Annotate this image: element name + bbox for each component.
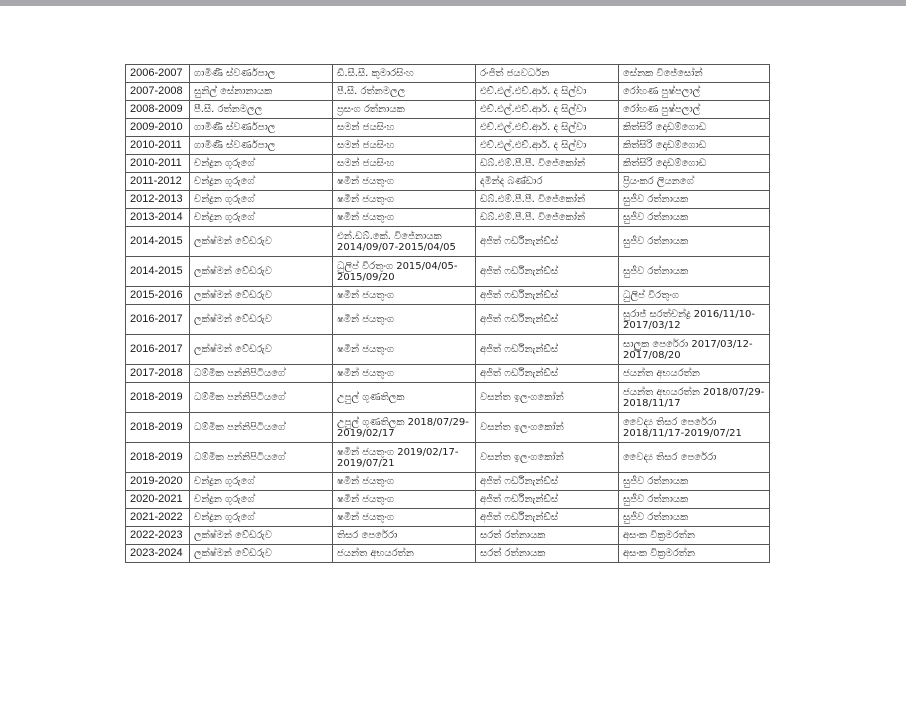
column-3-cell: ෂමීන් ජයතුංග <box>333 509 476 527</box>
column-4-cell: දමින්ද බණ්ඩාර <box>476 173 619 191</box>
column-3-cell: එන්.ඩබ්.කේ. විජේනායක 2014/09/07-2015/04/05 <box>333 227 476 257</box>
year-cell: 2018-2019 <box>126 443 190 473</box>
table-row <box>126 83 770 101</box>
records-table-body <box>126 65 770 563</box>
column-5-cell: ධුලිප් වීරතුංග <box>619 287 770 305</box>
column-4-cell: එච්.එල්.එච්.ආර්. ද සිල්වා <box>476 101 619 119</box>
year-cell: 2022-2023 <box>126 527 190 545</box>
column-3-cell: ෂමීන් ජයතුංග <box>333 287 476 305</box>
column-2-cell: චන්ද්‍රන ගුරුගේ <box>190 173 333 191</box>
column-2-cell: ධම්මික පන්නිපිටියගේ <box>190 365 333 383</box>
column-2-cell: චන්ද්‍රන ගුරුගේ <box>190 209 333 227</box>
column-2-cell: ලක්ෂ්මන් වේඩරුව <box>190 227 333 257</box>
column-3-cell: ධුලිප් වීරතුංග 2015/04/05-2015/09/20 <box>333 257 476 287</box>
records-table <box>125 64 770 563</box>
column-2-cell: ලක්ෂ්මන් වේඩරුව <box>190 335 333 365</box>
column-4-cell: රංජිත් ජයවර්ධන <box>476 65 619 83</box>
table-row <box>126 509 770 527</box>
column-3-cell: උපුල් ගුණතිලක 2018/07/29-2019/02/17 <box>333 413 476 443</box>
column-5-cell: කිත්සිරි දොඩම්ගොඩ <box>619 119 770 137</box>
column-4-cell: අජිත් ෆර්ඩිනැන්ඩ්ස් <box>476 305 619 335</box>
column-4-cell: වසන්ත ඉලංගකෝන් <box>476 383 619 413</box>
column-3-cell: පී.සී. රත්නමලල <box>333 83 476 101</box>
table-row <box>126 173 770 191</box>
column-2-cell: ධම්මික පන්නිපිටියගේ <box>190 443 333 473</box>
column-2-cell: ලක්ෂ්මන් වේඩරුව <box>190 527 333 545</box>
column-3-cell: ප්‍රසංග රත්නායක <box>333 101 476 119</box>
year-cell: 2008-2009 <box>126 101 190 119</box>
column-3-cell: සමන් ජයසිංහ <box>333 155 476 173</box>
column-3-cell: උපුල් ගුණතිලක <box>333 383 476 413</box>
column-5-cell: කිත්සිරි දොඩම්ගොඩ <box>619 155 770 173</box>
column-4-cell: අජිත් ෆර්ඩිනැන්ඩ්ස් <box>476 335 619 365</box>
column-4-cell: ඩබ්.එම්.පී.පී. විජේකෝන් <box>476 155 619 173</box>
table-row <box>126 209 770 227</box>
year-cell: 2010-2011 <box>126 137 190 155</box>
column-5-cell: අසංක වික්‍රමරත්න <box>619 545 770 563</box>
column-5-cell: සේනක විජේසෝන් <box>619 65 770 83</box>
column-4-cell: ඩබ්.එම්.පී.පී. විජේකෝන් <box>476 191 619 209</box>
table-row <box>126 413 770 443</box>
column-5-cell: සුරාජ් සරත්චන්ද්‍ර 2016/11/10-2017/03/12 <box>619 305 770 335</box>
column-4-cell: අජිත් ෆර්ඩිනැන්ඩ්ස් <box>476 227 619 257</box>
year-cell: 2013-2014 <box>126 209 190 227</box>
year-cell: 2011-2012 <box>126 173 190 191</box>
column-2-cell: චන්ද්‍රන ගුරුගේ <box>190 191 333 209</box>
year-cell: 2010-2011 <box>126 155 190 173</box>
table-row <box>126 365 770 383</box>
column-3-cell: ෂමීන් ජයතුංග <box>333 473 476 491</box>
year-cell: 2020-2021 <box>126 491 190 509</box>
column-5-cell: වෛද්‍ය තිසර පෙරේරා 2018/11/17-2019/07/21 <box>619 413 770 443</box>
column-4-cell: අජිත් ෆර්ඩිනැන්ඩ්ස් <box>476 365 619 383</box>
column-5-cell: වෛද්‍ය තිසර පෙරේරා <box>619 443 770 473</box>
table-row <box>126 491 770 509</box>
column-5-cell: සාලුක පෙරේරා 2017/03/12-2017/08/20 <box>619 335 770 365</box>
column-2-cell: සුනිල් සේනානායක <box>190 83 333 101</box>
year-cell: 2014-2015 <box>126 227 190 257</box>
column-4-cell: එච්.එල්.එච්.ආර්. ද සිල්වා <box>476 119 619 137</box>
column-5-cell: සුජීව රත්නායක <box>619 473 770 491</box>
table-row <box>126 473 770 491</box>
column-2-cell: චන්ද්‍රන ගුරුගේ <box>190 473 333 491</box>
column-5-cell: රෝහණ පුෂ්පලාල් <box>619 101 770 119</box>
column-4-cell: වසන්ත ඉලංගකෝන් <box>476 443 619 473</box>
year-cell: 2019-2020 <box>126 473 190 491</box>
table-row <box>126 527 770 545</box>
column-2-cell: චන්ද්‍රන ගුරුගේ <box>190 491 333 509</box>
column-4-cell: වසන්ත ඉලංගකෝන් <box>476 413 619 443</box>
table-row <box>126 227 770 257</box>
table-row <box>126 443 770 473</box>
table-row <box>126 191 770 209</box>
column-4-cell: සරත් රත්නායක <box>476 545 619 563</box>
column-3-cell: ෂමීන් ජයතුංග <box>333 335 476 365</box>
year-cell: 2018-2019 <box>126 383 190 413</box>
column-3-cell: ෂමීන් ජයතුංග <box>333 365 476 383</box>
column-3-cell: ෂමීන් ජයතුංග <box>333 305 476 335</box>
table-row <box>126 155 770 173</box>
column-5-cell: ජයන්ත අභයරත්න 2018/07/29-2018/11/17 <box>619 383 770 413</box>
column-3-cell: ෂමීන් ජයතුංග <box>333 191 476 209</box>
column-2-cell: ලක්ෂ්මන් වේඩරුව <box>190 257 333 287</box>
column-2-cell: ගාමිණී ස්වර්ණපාල <box>190 119 333 137</box>
year-cell: 2017-2018 <box>126 365 190 383</box>
column-5-cell: සුජීව රත්නායක <box>619 227 770 257</box>
column-5-cell: සුජීව රත්නායක <box>619 509 770 527</box>
year-cell: 2018-2019 <box>126 413 190 443</box>
table-row <box>126 383 770 413</box>
year-cell: 2016-2017 <box>126 305 190 335</box>
table-row <box>126 305 770 335</box>
column-5-cell: කිත්සිරි දොඩම්ගොඩ <box>619 137 770 155</box>
document-page <box>0 6 906 711</box>
column-5-cell: සුජීව රත්නායක <box>619 491 770 509</box>
column-4-cell: සරත් රත්නායක <box>476 527 619 545</box>
column-2-cell: චන්ද්‍රන ගුරුගේ <box>190 509 333 527</box>
column-3-cell: සමන් ජයසිංහ <box>333 137 476 155</box>
column-4-cell: එච්.එල්.එච්.ආර්. ද සිල්වා <box>476 83 619 101</box>
column-2-cell: චන්ද්‍රන ගුරුගේ <box>190 155 333 173</box>
column-4-cell: අජිත් ෆර්ඩිනැන්ඩ්ස් <box>476 473 619 491</box>
column-3-cell: සමන් ජයසිංහ <box>333 119 476 137</box>
column-2-cell: ධම්මික පන්නිපිටියගේ <box>190 383 333 413</box>
year-cell: 2021-2022 <box>126 509 190 527</box>
column-2-cell: ලක්ෂ්මන් වේඩරුව <box>190 287 333 305</box>
column-2-cell: ගාමිණී ස්වර්ණපාල <box>190 65 333 83</box>
column-4-cell: ඩබ්.එම්.පී.පී. විජේකෝන් <box>476 209 619 227</box>
column-5-cell: සුජීව රත්නායක <box>619 191 770 209</box>
year-cell: 2015-2016 <box>126 287 190 305</box>
column-3-cell: ෂමීන් ජයතුංග <box>333 491 476 509</box>
column-5-cell: අසංක වික්‍රමරත්න <box>619 527 770 545</box>
year-cell: 2023-2024 <box>126 545 190 563</box>
column-2-cell: ධම්මික පන්නිපිටියගේ <box>190 413 333 443</box>
column-2-cell: ලක්ෂ්මන් වේඩරුව <box>190 545 333 563</box>
year-cell: 2016-2017 <box>126 335 190 365</box>
column-3-cell: ෂමීන් ජයතුංග <box>333 173 476 191</box>
year-cell: 2009-2010 <box>126 119 190 137</box>
table-row <box>126 119 770 137</box>
column-2-cell: පී.සී. රත්නමලල <box>190 101 333 119</box>
column-2-cell: ලක්ෂ්මන් වේඩරුව <box>190 305 333 335</box>
column-4-cell: අජිත් ෆර්ඩිනැන්ඩ්ස් <box>476 491 619 509</box>
column-5-cell: සුජීව රත්නායක <box>619 257 770 287</box>
table-row <box>126 287 770 305</box>
column-4-cell: අජිත් ෆර්ඩිනැන්ඩ්ස් <box>476 287 619 305</box>
table-row <box>126 65 770 83</box>
year-cell: 2006-2007 <box>126 65 190 83</box>
column-5-cell: ප්‍රියංකර ලියනගේ <box>619 173 770 191</box>
column-3-cell: ෂමීන් ජයතුංග 2019/02/17-2019/07/21 <box>333 443 476 473</box>
column-3-cell: ජයන්ත අභයරත්න <box>333 545 476 563</box>
column-3-cell: ඩී.සී.සී. කුමාරසිංහ <box>333 65 476 83</box>
table-row <box>126 101 770 119</box>
year-cell: 2014-2015 <box>126 257 190 287</box>
column-2-cell: ගාමිණී ස්වර්ණපාල <box>190 137 333 155</box>
table-row <box>126 545 770 563</box>
table-row <box>126 137 770 155</box>
column-5-cell: ජයන්ත අභයරත්න <box>619 365 770 383</box>
column-5-cell: රෝහණ පුෂ්පලාල් <box>619 83 770 101</box>
table-row <box>126 335 770 365</box>
column-3-cell: තිසර පෙරේරා <box>333 527 476 545</box>
column-4-cell: අජිත් ෆර්ඩිනැන්ඩ්ස් <box>476 509 619 527</box>
column-5-cell: සුජීව රත්නායක <box>619 209 770 227</box>
column-3-cell: ෂමීන් ජයතුංග <box>333 209 476 227</box>
column-4-cell: අජිත් ෆර්ඩිනැන්ඩ්ස් <box>476 257 619 287</box>
table-row <box>126 257 770 287</box>
year-cell: 2012-2013 <box>126 191 190 209</box>
column-4-cell: එච්.එල්.එච්.ආර්. ද සිල්වා <box>476 137 619 155</box>
year-cell: 2007-2008 <box>126 83 190 101</box>
